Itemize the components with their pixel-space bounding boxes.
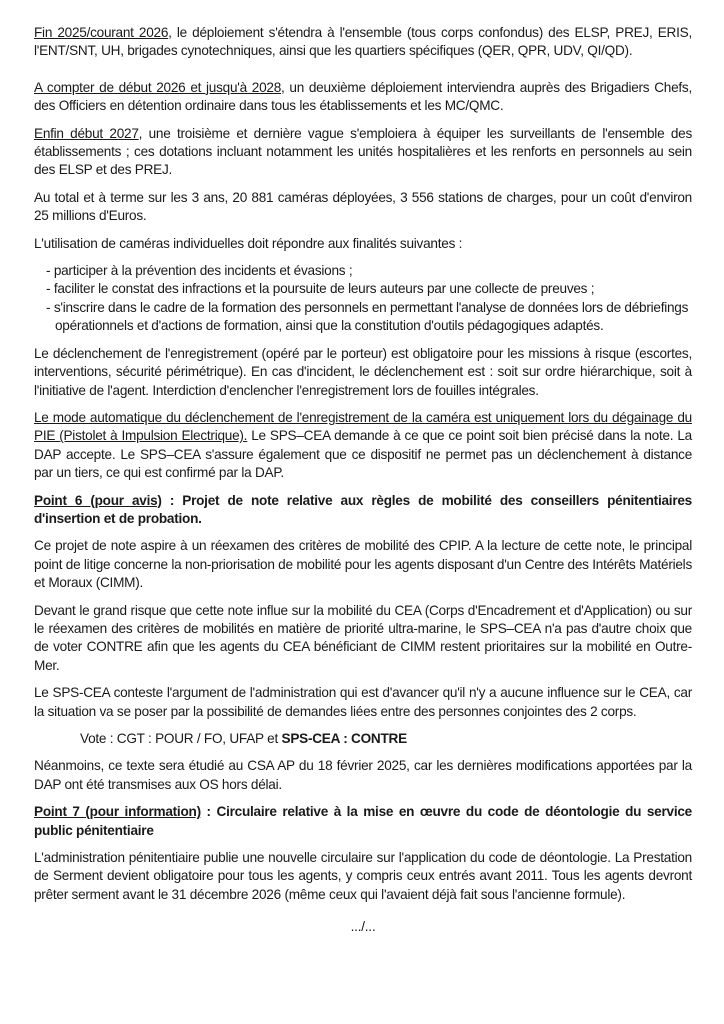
paragraph-recording-trigger: Le déclenchement de l'enregistrement (opéré par le porteur) est obligatoire pour les missions à risque (escortes, interventions, sécurité périmétrique). En cas d'incident, le déclenchement est : soit sur ordre hiérarchique, soit à l'initiative de l'agent. Interdiction d'enclencher l'enregistrement lors de fouilles intégrales.: [34, 345, 692, 398]
list-item: - faciliter le constat des infractions et la poursuite de leurs auteurs par une collecte de preuves ;: [46, 280, 692, 298]
continuation-mark: .../...: [350, 919, 376, 935]
paragraph-deployment-phase-1: Fin 2025/courant 2026, le déploiement s'étendra à l'ensemble (tous corps confondus) des ELSP, PREJ, ERIS, l'ENT/SNT, UH, brigades cynotechniques, ainsi que les quartiers spécifiques (QER, QPR, UDV, QI/QD).: [34, 25, 692, 59]
paragraph-finalites-intro: L'utilisation de caméras individuelles doit répondre aux finalités suivantes :: [34, 235, 463, 251]
point-7-heading: [34, 803, 692, 840]
point-6-label: Point 6 (pour avis): [34, 492, 162, 508]
paragraph-deployment-phase-2: A compter de début 2026 et jusqu'à 2028, un deuxième déploiement interviendra auprès des Brigadiers Chefs, des Officiers en détention ordinaire dans tous les établissements et les MC/QMC.: [34, 79, 692, 114]
point-6-paragraph-3: Le SPS-CEA conteste l'argument de l'administration qui est d'avancer qu'il n'y a aucune influence sur le CEA, car la situation va se poser par la possibilité de demandes liées entre des personnes conjointes des 2 corps.: [34, 685, 692, 719]
paragraph-deployment-phase-3: Enfin début 2027, une troisième et dernière vague s'emploiera à équiper les surveillants de l'ensemble des établissements ; ces dotations incluant notamment les unités hospitalières et les renforts en personnels au sein des ELSP et des PREJ.: [34, 125, 692, 178]
paragraph-totals: Au total et à terme sur les 3 ans, 20 881 caméras déployées, 3 556 stations de charges, pour un coût d'environ 25 millions d'Euros.: [34, 189, 692, 224]
automatic-mode-statement: Le mode automatique du déclenchement de l'enregistrement de la caméra est uniquement lors du dégainage du PIE (Pistolet à Impulsion Electrique).: [34, 409, 692, 444]
list-item: - participer à la prévention des incidents et évasions ;: [46, 262, 692, 280]
point-6-paragraph-2: Devant le grand risque que cette note influe sur la mobilité du CEA (Corps d'Encadrement et d'Application) ou sur le réexamen des critères de mobilités en matière de priorité ultra-marine, le SPS–CEA n'a pas d'autre choix que de voter CONTRE afin que les agents du CEA bénéficiant de CIMM restent prioritaires sur la mobilité en Outre-Mer.: [34, 602, 692, 673]
list-item: - s'inscrire dans le cadre de la formation des personnels en permettant l'analyse de données lors de débriefings opérationnels et d'actions de formation, ainsi que la constitution d'outils pédagogiques adaptés.: [46, 299, 692, 336]
phase-1-period: Fin 2025/courant 2026: [34, 25, 169, 40]
paragraph-automatic-mode: Le mode automatique du déclenchement de l'enregistrement de la caméra est uniquement lors du dégainage du PIE (Pistolet à Impulsion Electrique). Le SPS–CEA demande à ce que ce point soit bien précisé dans la note. La DAP accepte. Le SPS–CEA s'assure également que ce dispositif ne permet pas un déclenchement à distance par un tiers, ce qui est confirmé par la DAP.: [34, 409, 692, 481]
point-7-paragraph-1: L'administration pénitentiaire publie une nouvelle circulaire sur l'application du code de déontologie. La Prestation de Serment devient obligatoire pour tous les agents, y compris ceux entrés avant 2011. Tous les agents devront prêter serment avant le 31 décembre 2026 (même ceux qui l'avaient déjà fait sous l'ancienne formule).: [34, 850, 692, 902]
point-6-vote: Vote : CGT : POUR / FO, UFAP et SPS-CEA : CONTRE: [80, 731, 407, 746]
finalites-list: [34, 262, 692, 336]
phase-2-period: A compter de début 2026 et jusqu'à 2028: [34, 79, 282, 95]
point-6-paragraph-4: Néanmoins, ce texte sera étudié au CSA AP du 18 février 2025, car les dernières modifications apportées par la DAP ont été transmises aux OS hors délai.: [34, 758, 692, 792]
point-6-paragraph-1: Ce projet de note aspire à un réexamen des critères de mobilité des CPIP. A la lecture de cette note, le principal point de litige concerne la non-priorisation de mobilité pour les agents disposant d'un Centre des Intérêts Matériels et Moraux (CIMM).: [34, 538, 692, 591]
point-7-label: Point 7 (pour information): [34, 804, 201, 820]
point-7-title: : Circulaire relative à la mise en œuvre du code de déontologie du service public pénitentiaire: [34, 804, 692, 838]
point-6-heading: [34, 492, 692, 529]
phase-3-period: Enfin début 2027: [34, 125, 139, 141]
vote-sps-cea: SPS-CEA : CONTRE: [281, 731, 407, 746]
point-6-title: : Projet de note relative aux règles de mobilité des conseillers pénitentiaires d'insertion et de probation.: [34, 492, 692, 526]
